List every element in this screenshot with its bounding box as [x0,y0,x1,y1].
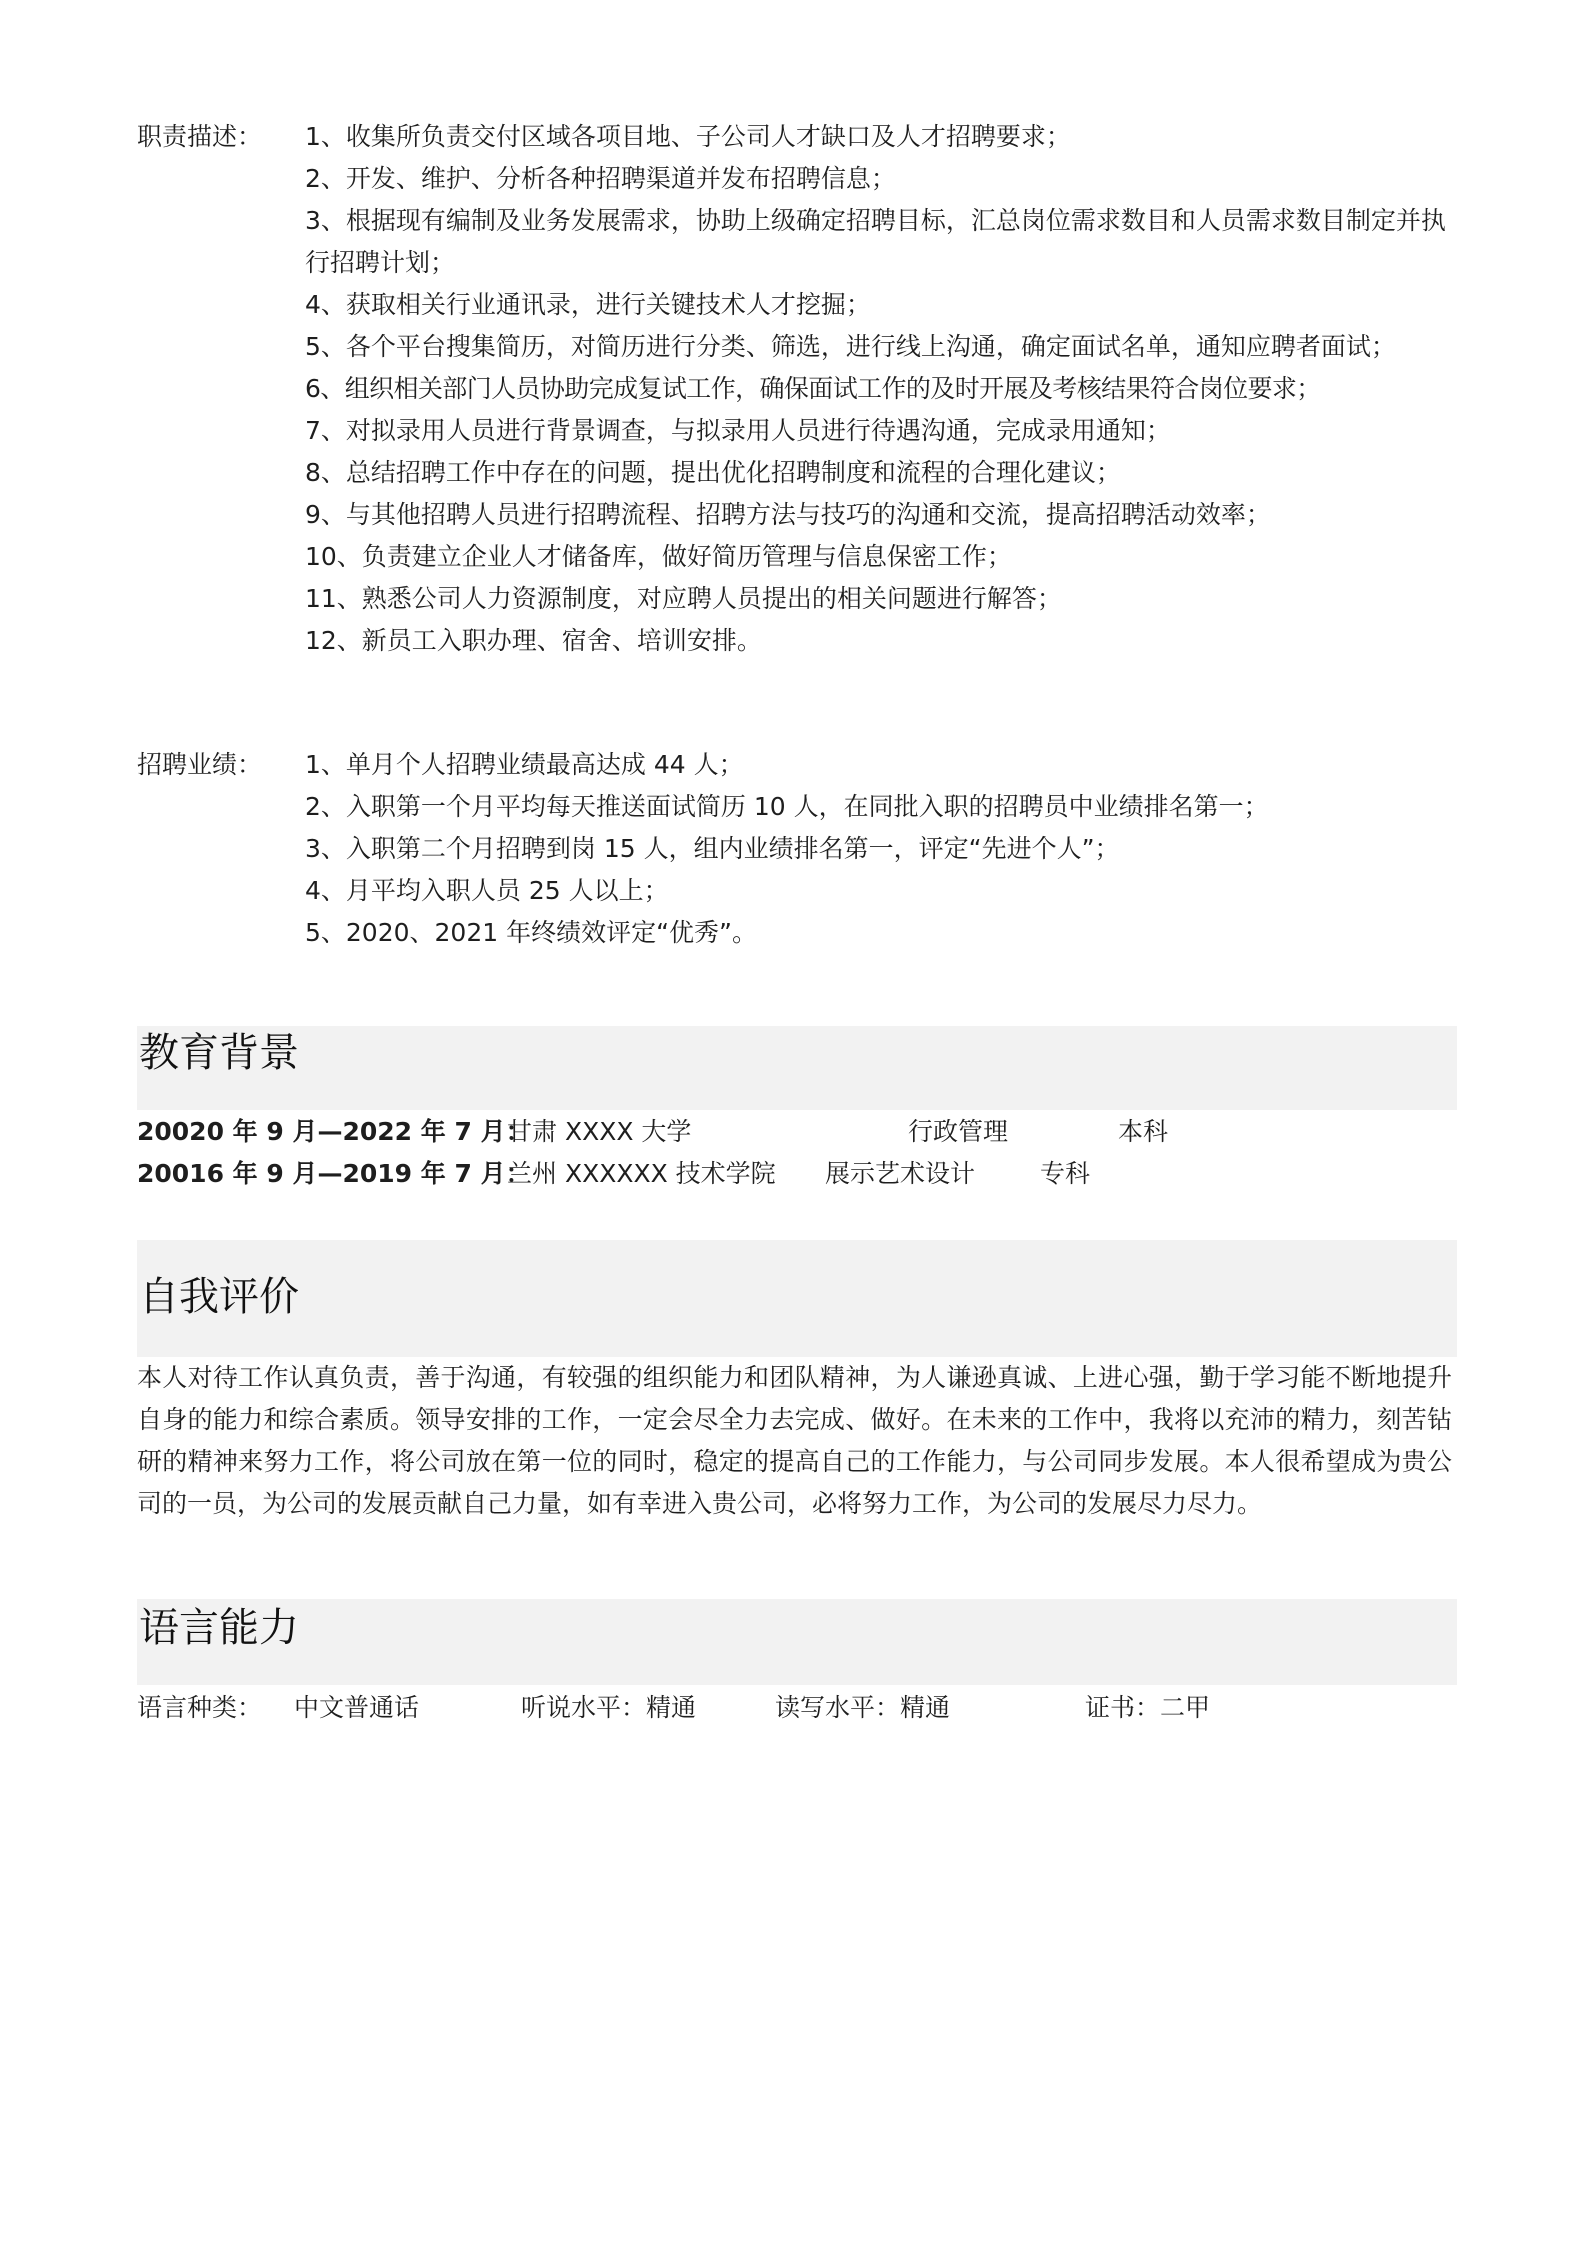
language-type-value: 中文普通话 [294,1693,420,1722]
list-item: 10、负责建立企业人才储备库，做好简历管理与信息保密工作； [305,542,1012,571]
language-heading: 语言能力 [139,1605,299,1651]
duties-list [305,116,1457,662]
education-school: 兰州 XXXXXX 技术学院 [507,1159,776,1188]
education-major: 行政管理 [908,1117,1009,1146]
list-item: 5、各个平台搜集简历，对简历进行分类、筛选，进行线上沟通，确定面试名单，通知应聘者面试； [305,332,1396,361]
self-eval-heading-band [137,1240,1457,1357]
education-heading-band [137,1026,1457,1110]
list-item: 9、与其他招聘人员进行招聘流程、招聘方法与技巧的沟通和交流，提高招聘活动效率； [305,500,1271,529]
education-date: 20020 年 9 月—2022 年 7 月： [137,1117,531,1146]
list-item: 2、入职第一个月平均每天推送面试简历 10 人，在同批入职的招聘员中业绩排名第一； [305,792,1269,821]
language-heading-band [137,1599,1457,1685]
list-item: 5、2020、2021 年终绩效评定“优秀”。 [305,918,758,947]
education-school: 甘肃 XXXX 大学 [507,1117,692,1146]
education-row [137,1156,1457,1192]
list-item: 3、根据现有编制及业务发展需求，协助上级确定招聘目标，汇总岗位需求数目和人员需求数目制定并执行招聘计划； [305,206,1446,277]
education-degree: 本科 [1118,1117,1169,1146]
list-item: 3、入职第二个月招聘到岗 15 人，组内业绩排名第一，评定“先进个人”； [305,834,1120,863]
self-eval-paragraph: 本人对待工作认真负责，善于沟通，有较强的组织能力和团队精神，为人谦逊真诚、上进心强，勤于学习能不断地提升自身的能力和综合素质。领导安排的工作，一定会尽全力去完成、做好。在未来的工作中，我将以充沛的精力，刻苦钻研的精神来努力工作，将公司放在第一位的同时，稳定的提高自己的工作能力，与公司同步发展。本人很希望成为贵公司的一员，为公司的发展贡献自己力量，如有幸进入贵公司，必将努力工作，为公司的发展尽力尽力。 [137,1363,1452,1518]
list-item: 1、单月个人招聘业绩最高达成 44 人； [305,750,744,779]
language-certificate: 证书：二甲 [1085,1693,1211,1722]
list-item: 8、总结招聘工作中存在的问题，提出优化招聘制度和流程的合理化建议； [305,458,1121,487]
list-item: 2、开发、维护、分析各种招聘渠道并发布招聘信息； [305,164,896,193]
list-item: 4、月平均入职人员 25 人以上； [305,876,669,905]
achievements-section [137,744,1457,954]
language-listening: 听说水平：精通 [521,1693,697,1722]
self-eval-heading: 自我评价 [139,1274,299,1320]
education-heading: 教育背景 [139,1030,299,1076]
education-major: 展示艺术设计 [825,1159,976,1188]
list-item: 12、新员工入职办理、宿舍、培训安排。 [305,626,762,655]
duties-section [137,116,1457,662]
education-date: 20016 年 9 月—2019 年 7 月： [137,1159,531,1188]
list-item: 4、获取相关行业通讯录，进行关键技术人才挖掘； [305,290,871,319]
language-type-label: 语言种类： [137,1693,263,1722]
education-degree: 专科 [1040,1159,1091,1188]
list-item: 7、对拟录用人员进行背景调查，与拟录用人员进行待遇沟通，完成录用通知； [305,416,1171,445]
list-item: 11、熟悉公司人力资源制度，对应聘人员提出的相关问题进行解答； [305,584,1062,613]
list-item: 6、组织相关部门人员协助完成复试工作，确保面试工作的及时开展及考核结果符合岗位要求； [305,374,1321,403]
language-writing: 读写水平：精通 [775,1693,951,1722]
list-item: 1、收集所负责交付区域各项目地、子公司人才缺口及人才招聘要求； [305,122,1071,151]
achievements-label: 招聘业绩： [137,750,263,779]
language-row [137,1690,1457,1726]
education-row [137,1114,1457,1150]
achievements-list [305,744,1457,954]
duties-label: 职责描述： [137,122,263,151]
